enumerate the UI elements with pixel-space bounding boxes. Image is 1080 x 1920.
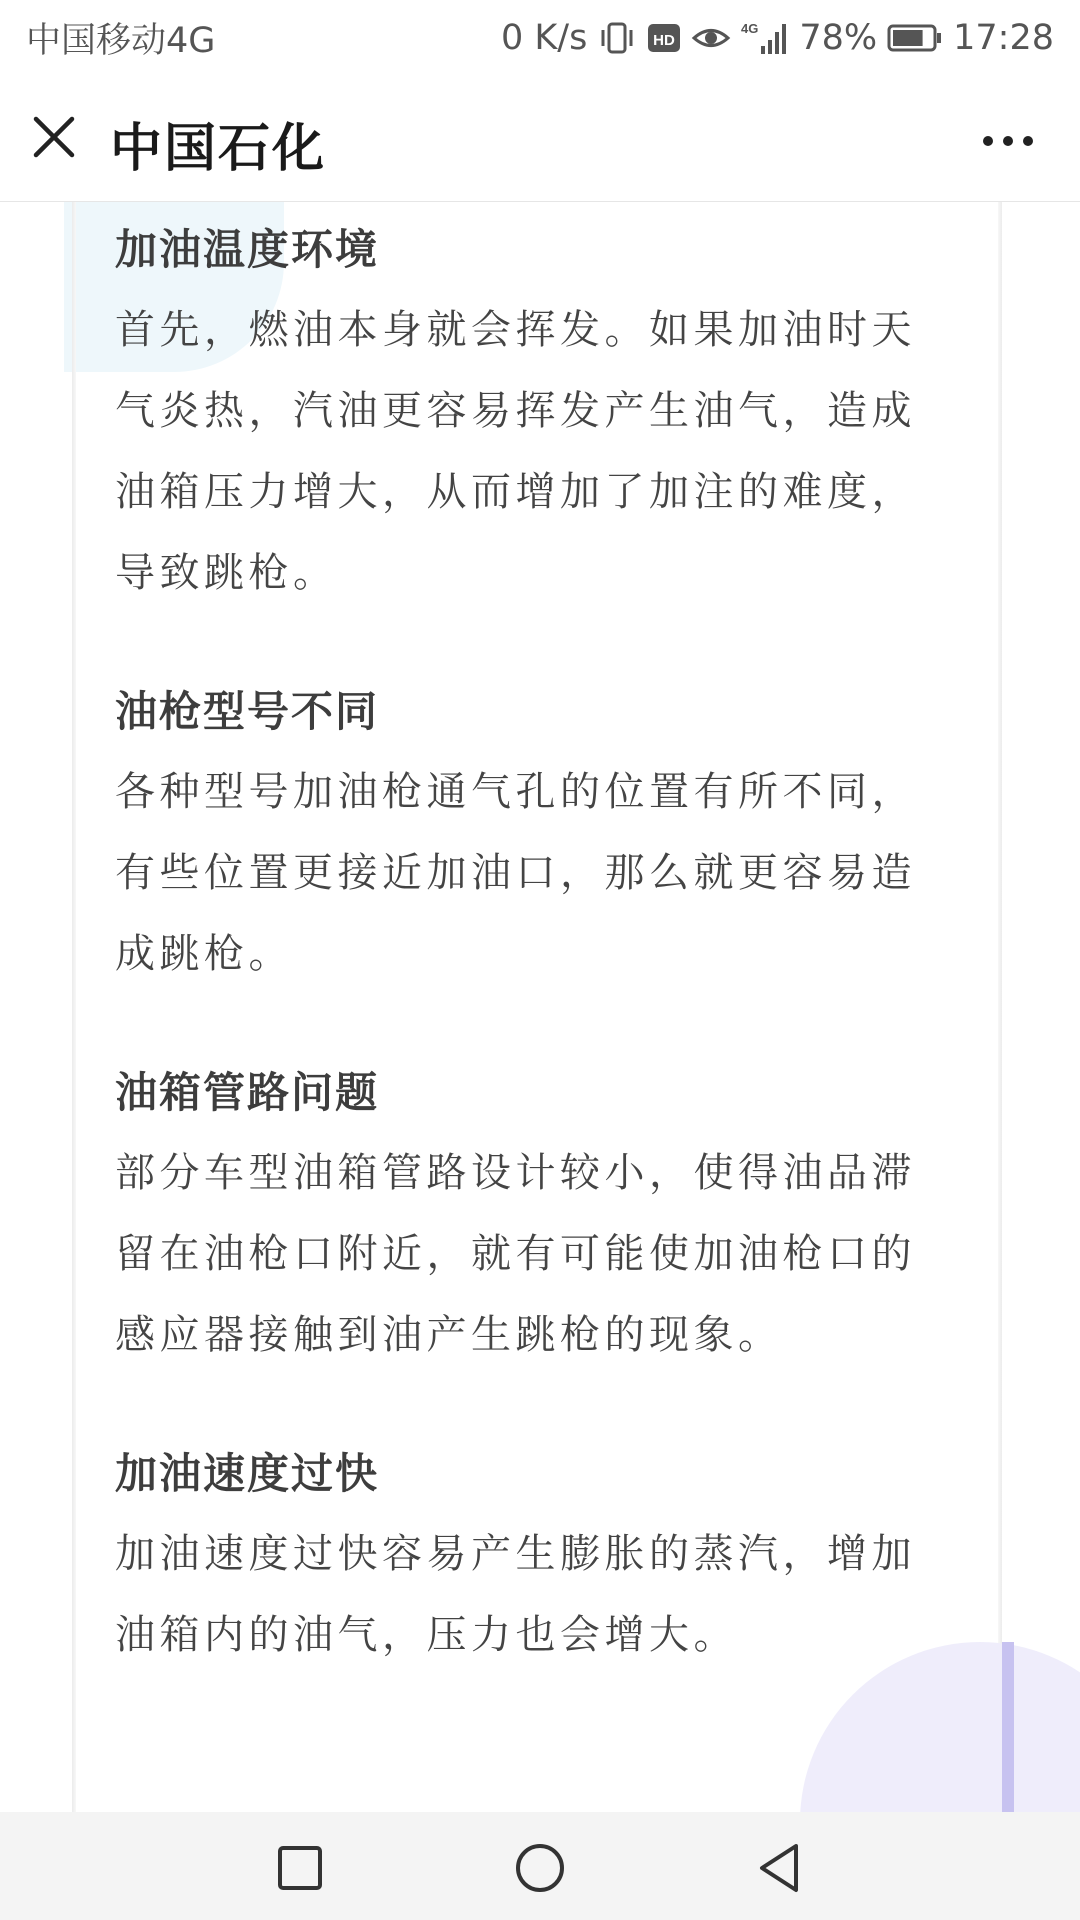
section-heading: 加油温度环境 [115,225,380,274]
article-section [115,1444,960,1676]
system-nav-bar [0,1812,1080,1920]
accent-bar-decoration [1002,1642,1014,1812]
article-section [115,220,960,614]
vibrate-icon [597,18,637,58]
eye-icon [691,21,731,55]
hd-icon [647,21,681,55]
carrier-label: 中国移动4G [26,21,216,61]
close-button[interactable] [28,111,80,163]
section-body: 部分车型油箱管路设计较小，使得油品滞留在油枪口附近，就有可能使加油枪口的感应器接触到油产生跳枪的现象。 [115,1150,916,1358]
card-left-border [72,202,76,1812]
status-bar [0,0,1080,76]
back-icon [752,1840,808,1896]
section-heading: 油箱管路问题 [115,1068,380,1117]
section-body: 首先，燃油本身就会挥发。如果加油时天气炎热，汽油更容易挥发产生油气，造成油箱压力增大，从而增加了加注的难度，导致跳枪。 [115,307,916,596]
clock: 17:28 [953,18,1054,58]
home-button[interactable] [512,1840,568,1896]
home-icon [512,1840,568,1896]
signal-icon [741,18,789,58]
hd-badge-text: HD [653,32,676,49]
recent-apps-icon [272,1840,328,1896]
nav-bar [0,76,1080,202]
net-speed: 0 K/s [500,18,588,58]
battery-percent: 78% [799,18,878,58]
battery-icon [887,23,943,53]
battery-fill [893,30,923,46]
network-type-label: 4G [741,21,759,36]
more-icon [978,131,1038,151]
section-body: 各种型号加油枪通气孔的位置有所不同，有些位置更接近加油口，那么就更容易造成跳枪。 [115,769,916,977]
article-section [115,682,960,995]
article-body [115,220,960,1744]
close-icon [28,111,80,163]
section-heading: 加油速度过快 [115,1449,380,1498]
section-body: 加油速度过快容易产生膨胀的蒸汽，增加油箱内的油气，压力也会增大。 [115,1531,916,1658]
article-scroll-area[interactable] [0,202,1080,1812]
back-button[interactable] [752,1840,808,1896]
more-button[interactable] [978,131,1038,151]
recent-apps-button[interactable] [272,1840,328,1896]
article-section [115,1063,960,1376]
page-title: 中国石化 [110,119,327,179]
section-heading: 油枪型号不同 [115,687,380,736]
card-right-border [998,202,1002,1812]
